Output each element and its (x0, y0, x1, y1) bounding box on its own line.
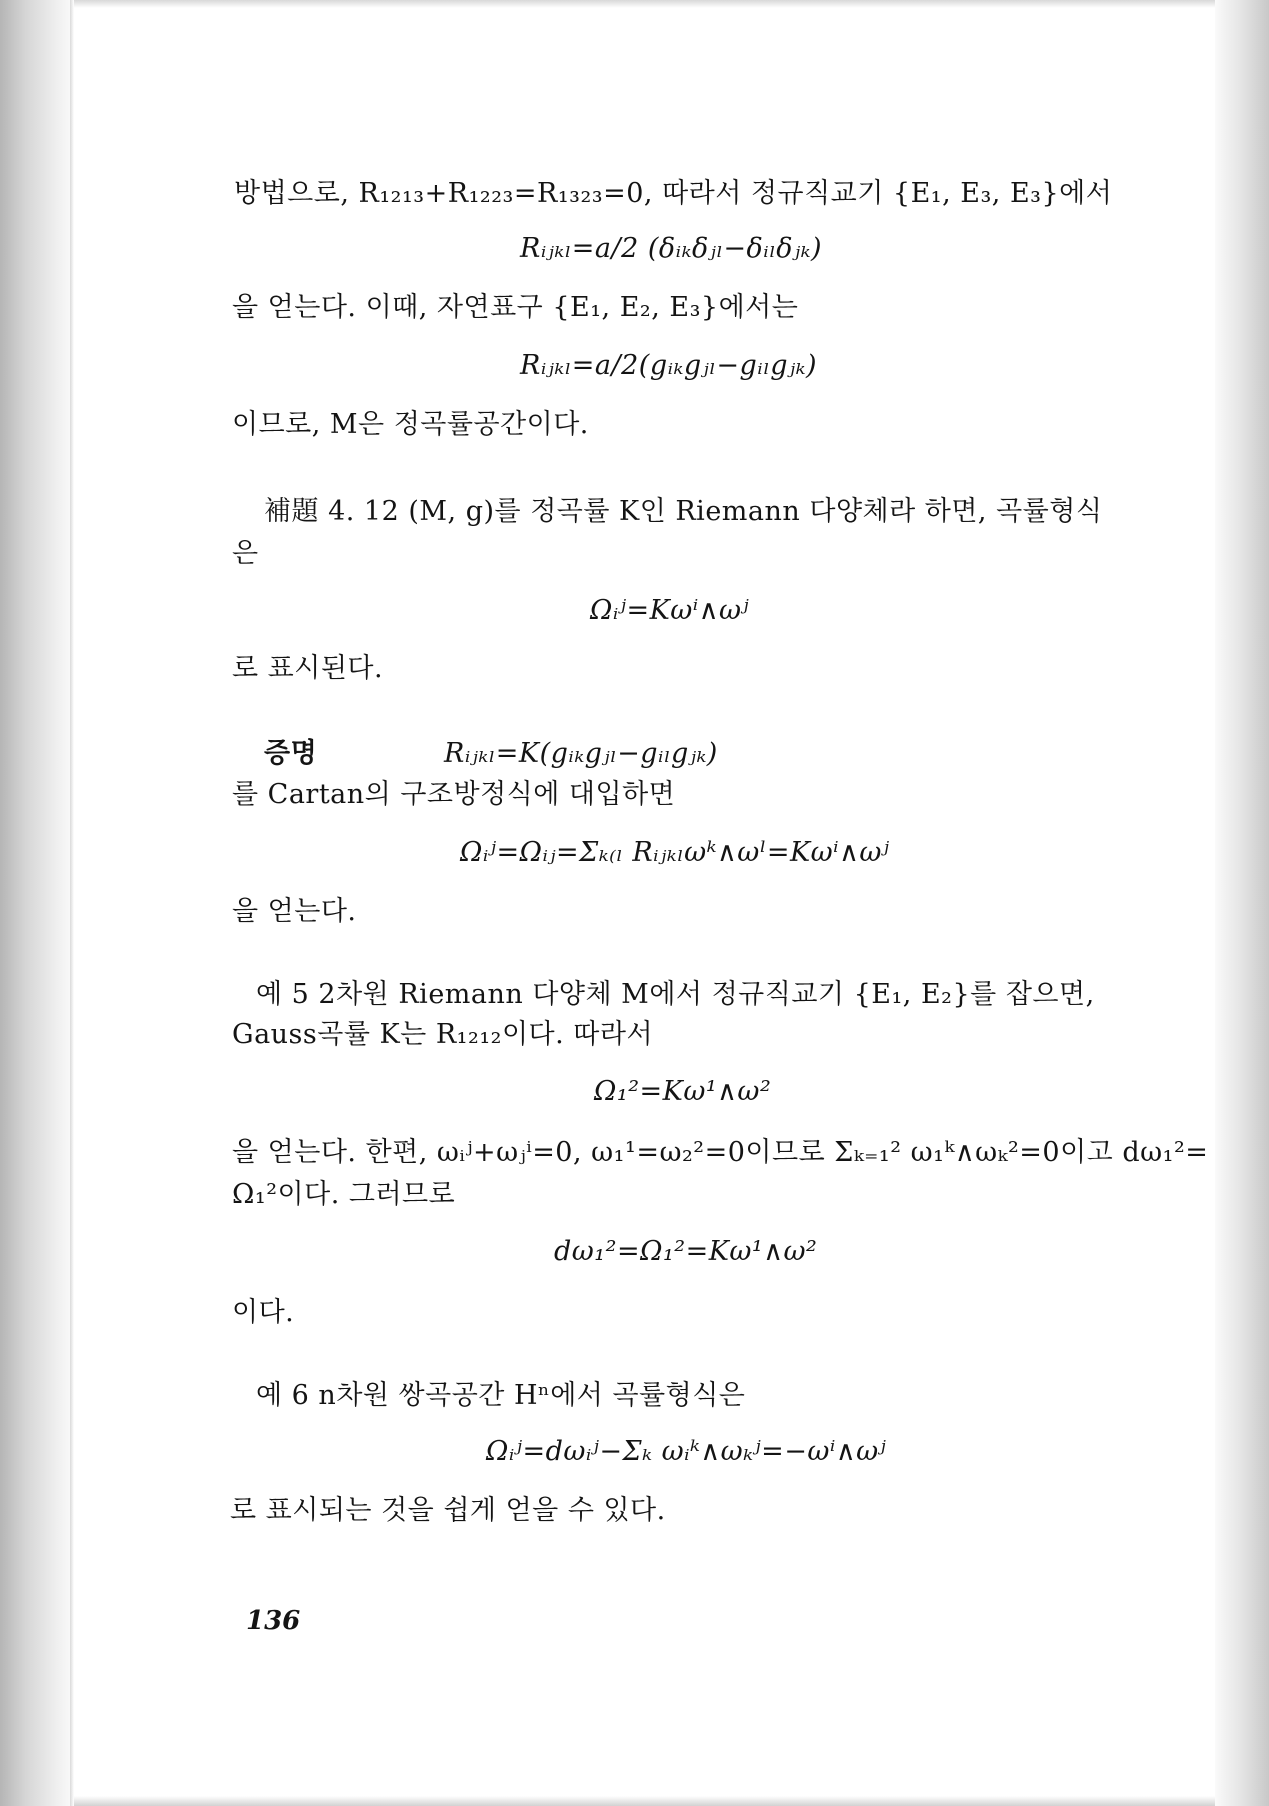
example-statement: 예 5 2차원 Riemann 다양체 M에서 정규직교기 {E₁, E₂}를 잡으면, (256, 979, 1095, 1010)
book-top-edge (74, 0, 1215, 8)
text-line: 를 Cartan의 구조방정식에 대입하면 (232, 779, 676, 810)
text-line: 을 얻는다. 이때, 자연표구 {E₁, E₂, E₃}에서는 (232, 292, 799, 323)
text-line: Gauss곡률 K는 R₁₂₁₂이다. 따라서 (232, 1019, 654, 1050)
text-line: 을 얻는다. 한편, ωᵢʲ+ωⱼⁱ=0, ω₁¹=ω₂²=0이므로 Σₖ₌₁² ω₁ᵏ∧ωₖ²=0이고 dω₁²= (232, 1137, 1209, 1168)
text-line: 이므로, M은 정곡률공간이다. (232, 409, 589, 440)
book-right-edge (1215, 0, 1269, 1806)
equation: Ωᵢʲ=Ωᵢⱼ=Σₖ₍ₗ Rᵢⱼₖₗωᵏ∧ωˡ=Kωⁱ∧ωʲ (460, 837, 890, 868)
text-line: 을 얻는다. (232, 896, 357, 927)
book-bottom-edge (74, 1796, 1215, 1806)
text-line: 방법으로, R₁₂₁₃+R₁₂₂₃=R₁₃₂₃=0, 따라서 정규직교기 {E₁, E₃, E₃}에서 (234, 178, 1113, 209)
page-number: 136 (246, 1606, 301, 1636)
lemma-statement: 補題 4. 12 (M, g)를 정곡률 K인 Riemann 다양체라 하면, 곡률형식 (264, 496, 1103, 527)
text-line: 은 (232, 538, 259, 569)
equation: Rᵢⱼₖₗ=a/2(gᵢₖgⱼₗ−gᵢₗgⱼₖ) (520, 350, 818, 381)
proof-label: 증명 (264, 738, 318, 769)
text-line: 로 표시되는 것을 쉽게 얻을 수 있다. (230, 1495, 666, 1526)
example-statement: 예 6 n차원 쌍곡공간 Hⁿ에서 곡률형식은 (256, 1380, 746, 1411)
book-left-edge (0, 0, 74, 1806)
equation: Ωᵢʲ=Kωⁱ∧ωʲ (590, 595, 750, 626)
text-line: Ω₁²이다. 그러므로 (232, 1179, 456, 1210)
equation: dω₁²=Ω₁²=Kω¹∧ω² (554, 1236, 818, 1267)
text-line: 이다. (232, 1297, 295, 1328)
equation: Rᵢⱼₖₗ=a/2 (δᵢₖδⱼₗ−δᵢₗδⱼₖ) (520, 233, 823, 264)
equation: Rᵢⱼₖₗ=K(gᵢₖgⱼₗ−gᵢₗgⱼₖ) (444, 738, 718, 769)
equation: Ω₁²=Kω¹∧ω² (594, 1076, 772, 1107)
equation: Ωᵢʲ=dωᵢʲ−Σₖ ωᵢᵏ∧ωₖʲ=−ωⁱ∧ωʲ (486, 1436, 887, 1467)
text-line: 로 표시된다. (232, 653, 384, 684)
